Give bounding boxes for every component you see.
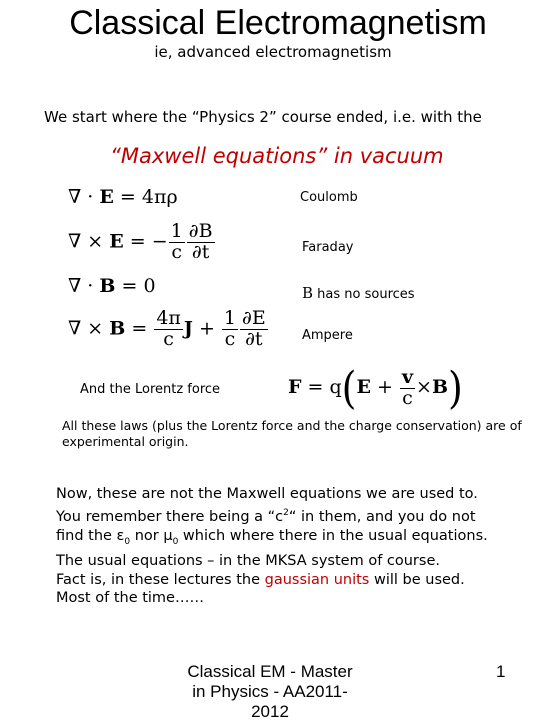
lorentz-b-field: B [431, 376, 449, 398]
faraday-lhs: ∇ × [68, 230, 110, 253]
units-line-3-sub2: 0 [172, 536, 179, 547]
ampere-field: B [109, 317, 126, 340]
units-line-3c: which where there in the usual equations. [178, 527, 488, 544]
ampere-label: Ampere [302, 328, 353, 343]
lorentz-velocity-num: v [401, 365, 414, 388]
coulomb-rhs: = 4πρ [113, 186, 178, 208]
coulomb-label: Coulomb [300, 190, 358, 205]
experimental-origin-text: All these laws (plus the Lorentz force and the charge conservation) are of experimental origin. [62, 418, 522, 449]
ampere-coef1-fraction [154, 309, 183, 350]
ampere-lhs: ∇ × [68, 317, 110, 340]
coulomb-equation [68, 186, 178, 208]
maxwell-heading: “Maxwell equations” in vacuum [110, 144, 444, 168]
lorentz-open-paren: ( [341, 362, 357, 414]
gaussian-units-highlight: gaussian units [264, 571, 370, 588]
lorentz-cross: × [416, 376, 432, 398]
units-line-1: Now, these are not the Maxwell equations we are used to. [56, 486, 478, 502]
no-sources-symbol: B [302, 284, 314, 302]
faraday-equation [68, 222, 216, 263]
ampere-coef1-den: c [163, 327, 174, 350]
lorentz-eq-q: = q [301, 376, 342, 398]
ampere-coef2-num: 1 [223, 307, 236, 329]
units-line-2 [56, 504, 526, 527]
ampere-deriv-den: ∂t [245, 327, 263, 350]
ampere-coef2-den: c [224, 327, 236, 350]
no-sources-label [302, 284, 415, 302]
lorentz-close-paren: ) [448, 362, 463, 414]
lorentz-equation [288, 362, 463, 414]
faraday-label: Faraday [302, 240, 354, 255]
faraday-coef-den: c [171, 240, 183, 263]
lorentz-velocity-den: c [402, 386, 413, 409]
coulomb-lhs: ∇ · [68, 186, 100, 208]
lorentz-velocity-fraction [400, 365, 415, 409]
gauss-magnetism-lhs: ∇ · [68, 275, 100, 297]
ampere-current: J [183, 317, 193, 340]
units-line-2a: You remember there being a “c [56, 508, 284, 525]
ampere-deriv-fraction [240, 309, 268, 350]
faraday-deriv-fraction [187, 222, 215, 263]
lorentz-label: And the Lorentz force [80, 382, 221, 397]
faraday-coef-num: 1 [170, 220, 183, 242]
faraday-deriv-den: ∂t [191, 240, 210, 263]
coulomb-field: E [99, 186, 114, 208]
faraday-coef-fraction [169, 222, 185, 263]
page-number: 1 [496, 662, 506, 681]
slide-subtitle: ie, advanced electromagnetism [154, 43, 392, 61]
ampere-equation [68, 309, 269, 350]
slide-title: Classical Electromagnetism [69, 4, 487, 42]
ampere-eq: = [125, 317, 154, 340]
units-line-3b: nor μ [130, 527, 173, 544]
units-line-5 [56, 571, 526, 590]
units-line-3-sub1: 0 [124, 536, 131, 547]
most-of-the-time-text: Most of the time…… [56, 590, 204, 606]
gauss-magnetism-equation [68, 275, 156, 297]
no-sources-text: has no sources [313, 287, 415, 302]
units-line-2b: “ in them, and you do not [288, 508, 476, 525]
gauss-magnetism-field: B [99, 275, 116, 297]
units-paragraph [56, 485, 526, 590]
units-line-5b: will be used. [369, 571, 465, 588]
faraday-eq: = − [123, 230, 168, 253]
faraday-deriv-num: ∂B [188, 220, 213, 242]
units-line-5a: Fact is, in these lectures the [56, 571, 265, 588]
intro-text: We start where the “Physics 2” course ended, i.e. with the [44, 108, 482, 126]
gauss-magnetism-rhs: = 0 [115, 275, 156, 297]
ampere-plus: + [192, 317, 221, 340]
units-line-2-sup: 2 [283, 508, 289, 518]
ampere-coef2-fraction [222, 309, 238, 350]
lorentz-force: F [288, 376, 302, 398]
lorentz-e-field: E [356, 376, 371, 398]
units-line-3a: find the ε [56, 527, 125, 544]
ampere-coef1-num: 4π [156, 307, 181, 329]
slide-footer: Classical EM - Master in Physics - AA2011-2012 [187, 662, 353, 721]
lorentz-plus: + [370, 376, 399, 398]
units-line-4: The usual equations – in the MKSA system of course. [56, 552, 440, 569]
faraday-field: E [109, 230, 124, 253]
units-line-3 [56, 527, 526, 552]
ampere-deriv-num: ∂E [242, 307, 266, 329]
